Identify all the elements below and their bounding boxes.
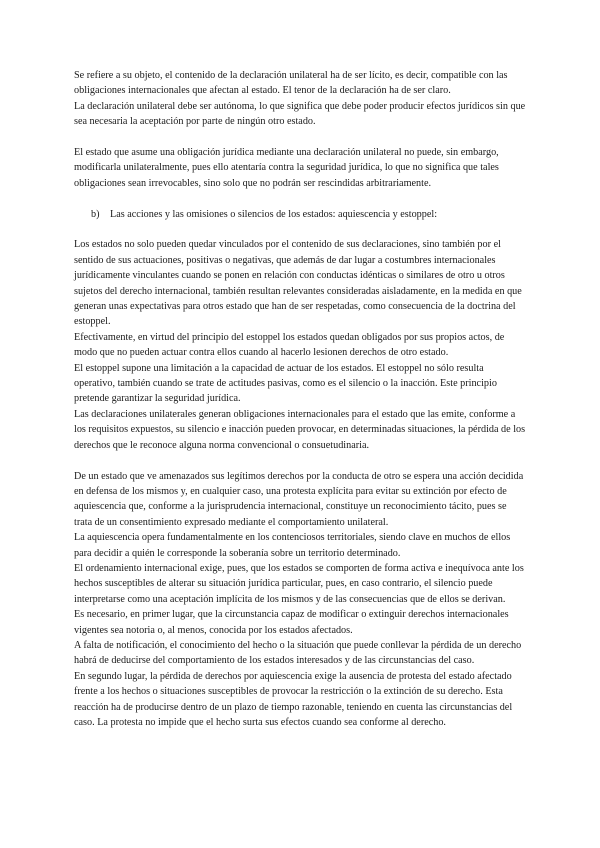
paragraph-irrevocability: El estado que asume una obligación jurídica mediante una declaración unilateral no puede, sin embargo, modificarla unilateralmente, pues ello atentaría contra la seguridad jurídica, lo que no significa que tales obligaciones sean irrevocables, sino solo que no podrán ser rescindidas arbitrariamente. [74,147,499,189]
spacer [74,222,526,237]
section-heading [74,207,526,222]
section-heading-text: Las acciones y las omisiones o silencios de los estados: aquiescencia y estoppel: [110,208,438,220]
paragraph-estoppel-limitation: El estoppel supone una limitación a la capacidad de actuar de los estados. El estoppel no sólo resulta operativo, también cuando se trate de actitudes pasivas, como es el silencio o la inacción. Este principio pretende garantizar la seguridad jurídica. [74,362,497,405]
paragraph-threatened-rights: De un estado que ve amenazados sus legítimos derechos por la conducta de otro se espera una acción decidida en defensa de los mismos y, en cualquier caso, una protesta explícita para evitar su extinción por efecto de aquiescencia que, conforme a la jurisprudencia internacional, constituye un reconocimiento tácito, pues se trata de un consentimiento expresado mediante el comportamiento unilateral. [74,470,524,528]
paragraph-unilateral-obligations: Las declaraciones unilaterales generan obligaciones internacionales para el estado que las emite, conforme a los requisitos expuestos, su silencio e inacción pueden provocar, en determinadas situaciones, la pérdida de los derechos que le reconoce alguna norma convencional o consuetudinaria. [74,408,526,451]
paragraph-active-behaviour: El ordenamiento internacional exige, pues, que los estados se comporten de forma activa e inequívoca ante los hechos susceptibles de alterar su situación jurídica particular, pues, en caso contrario, el silencio puede interpretarse como una aceptación implícita de los mismos y de las consecuencias que de ellos se derivan. [74,562,524,605]
paragraph-actions-omissions: Los estados no solo pueden quedar vinculados por el contenido de sus declaraciones, sino también por el sentido de sus actuaciones, positivas o negativas, que además de dar lugar a costumbres internacionales jurídicamente vinculantes cuando se ponen en relación con conductas idénticas o similares de otro u otros sujetos del derecho internacional, también resultan relevantes consideradas aisladamente, en la medida en que generan unas expectativas para otros estado que han de ser respetadas, como consecuencia de la doctrina del estoppel. [74,239,522,328]
document-page [74,68,526,730]
spacer [74,191,526,206]
paragraph-first-requirement: Es necesario, en primer lugar, que la circunstancia capaz de modificar o extinguir derechos internacionales vigentes sea notoria o, al menos, conocida por los estados afectados. [74,609,509,636]
paragraph-acquiescence-territorial: La aquiescencia opera fundamentalmente en los contenciosos territoriales, siendo clave en muchos de ellos para decidir a quién le corresponde la soberanía sobre un territorio determinado. [74,532,511,559]
spacer [74,130,526,145]
paragraph-object-licit: Se refiere a su objeto, el contenido de la declaración unilateral ha de ser lícito, es decir, compatible con las obligaciones internacionales que afectan al estado. El tenor de la declaración ha de ser claro. [74,70,508,97]
section-marker: b) [91,208,100,220]
paragraph-estoppel-principle: Efectivamente, en virtud del principio del estoppel los estados quedan obligados por sus propios actos, de modo que no pueden actuar contra ellos cuando al hacerlo lesionen derechos de otro estado. [74,331,505,359]
paragraph-autonomy: La declaración unilateral debe ser autónoma, lo que significa que debe poder producir efectos jurídicos sin que sea necesaria la aceptación por parte de ningún otro estado. [74,100,526,128]
paragraph-second-requirement: En segundo lugar, la pérdida de derechos por aquiescencia exige la ausencia de protesta del estado afectado frente a los hechos o situaciones susceptibles de provocar la restricción o la extinción de su derecho. Esta reacción ha de producirse dentro de un plazo de tiempo razonable, teniendo en cuenta las circunstancias del caso. La protesta no impide que el hecho surta sus efectos cuando sea conforme al derecho. [74,670,513,728]
spacer [74,453,526,468]
paragraph-notification: A falta de notificación, el conocimiento del hecho o la situación que puede conllevar la pérdida de un derecho habrá de deducirse del comportamiento de los estados interesados y de las circunstancias del caso. [74,639,522,667]
